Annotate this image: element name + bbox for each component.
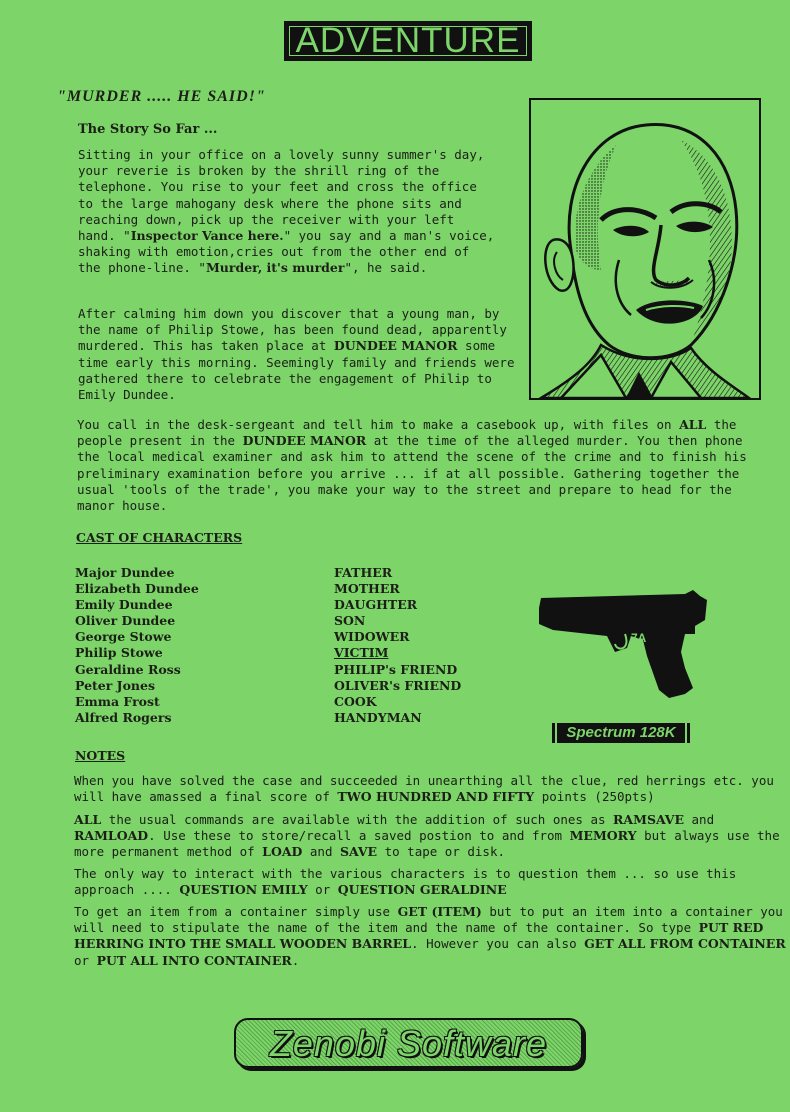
text-run: but to put an item into a container you will need to stipulate the name of the item and the name of the container. So type <box>74 904 783 936</box>
bold-text: SAVE <box>340 844 378 860</box>
bold-text: LOAD <box>262 844 303 860</box>
bold-text: MEMORY <box>569 828 637 844</box>
adventure-banner: ADVENTURE <box>284 21 532 61</box>
cast-role: VICTIM <box>334 645 389 661</box>
bold-text: DUNDEE MANOR <box>242 433 367 449</box>
text-run: Sitting in your office on a lovely sunny summer's day, your reverie is broken by the shrill ring of the telephone. You rise to your feet and cross the office to the large mahogany desk where the phone sits and reaching down, pick up the receiver with your left hand. " <box>78 147 485 244</box>
cast-heading: CAST OF CHARACTERS <box>76 530 243 545</box>
text-run: and <box>684 812 715 827</box>
cast-role: HANDYMAN <box>334 709 422 725</box>
text-run: You call in the desk-sergeant and tell him to make a casebook up, with files on <box>77 417 680 432</box>
bold-text: QUESTION EMILY <box>179 882 308 898</box>
story-heading: The Story So Far ... <box>78 122 218 137</box>
cast-name: Emma Frost <box>75 693 160 709</box>
bold-text: PUT ALL INTO CONTAINER <box>96 952 292 968</box>
text-run: ", he said. <box>344 260 428 276</box>
bold-text: ALL <box>679 417 707 432</box>
text-run: . <box>291 952 300 968</box>
spectrum-128k-badge: Spectrum 128K <box>552 723 690 743</box>
cast-role: SON <box>334 613 366 629</box>
cast-role: COOK <box>334 693 377 709</box>
zenobi-software-logo: Zenobi Software <box>234 1018 583 1068</box>
cast-role: FATHER <box>334 565 393 580</box>
text-run: . However you can also <box>411 936 585 952</box>
bold-text: ALL <box>74 812 102 827</box>
story-paragraph-3 <box>77 417 762 514</box>
note-4 <box>74 904 786 969</box>
text-run: To get an item from a container simply use <box>74 904 398 919</box>
game-title: "MURDER ..... HE SAID!" <box>57 88 266 105</box>
cast-name: Peter Jones <box>75 677 156 693</box>
cast-name: Major Dundee <box>75 565 175 580</box>
text-run: at the time of the alleged murder. You then phone the local medical examiner and ask him to attend the scene of the crime and to finish his preliminary examination before you arrive ... if at all possible. Gathering together the usual 'tools of the trade', you make your way to the street and prepare to head for the manor house. <box>77 433 747 514</box>
cast-name: Geraldine Ross <box>75 661 181 677</box>
note-2 <box>74 812 786 861</box>
bold-text: RAMSAVE <box>613 812 684 827</box>
cast-role: DAUGHTER <box>334 597 418 613</box>
text-run: and <box>302 844 341 860</box>
bald-man-portrait <box>529 98 761 400</box>
cast-role: PHILIP's FRIEND <box>334 661 458 677</box>
bold-text: GET (ITEM) <box>397 904 482 919</box>
text-run: or <box>307 882 338 898</box>
bold-text: Murder, it's murder <box>205 260 345 276</box>
cast-role: OLIVER's FRIEND <box>334 677 462 693</box>
text-run: . Use these to store/recall a saved postion to and from <box>148 828 570 844</box>
cast-roles-list <box>334 565 461 726</box>
cast-names-list <box>75 565 199 726</box>
bold-text: GET ALL FROM CONTAINER <box>584 936 786 952</box>
story-paragraph-1 <box>78 147 498 277</box>
notes-heading: NOTES <box>75 748 126 763</box>
cast-role: MOTHER <box>334 581 400 597</box>
cast-name: Oliver Dundee <box>75 613 176 629</box>
bold-text: PUT RED HERRING INTO THE SMALL WOODEN BARREL <box>74 920 764 952</box>
story-paragraph-2 <box>78 306 518 403</box>
text-run: to tape or disk. <box>377 844 505 860</box>
text-run: " you say and a man's voice, shaking with emotion,cries out from the other end of the phone-line. " <box>78 228 495 276</box>
note-1 <box>74 773 786 805</box>
text-run: After calming him down you discover that a young man, by the name of Philip Stowe, has been found dead, apparently murdered. This has taken place at <box>78 306 507 354</box>
bold-text: TWO HUNDRED AND FIFTY <box>337 789 535 805</box>
text-run: When you have solved the case and succeeded in unearthing all the clue, red herrings etc. you will have amassed a final score of <box>74 773 774 805</box>
svg-text:7A: 7A <box>631 631 647 645</box>
text-run: points (250pts) <box>534 789 655 805</box>
cast-name: Alfred Rogers <box>75 709 172 725</box>
text-run: but always use the more permanent method of <box>74 828 780 860</box>
text-run: the usual commands are available with the addition of such ones as <box>101 812 614 827</box>
text-run: The only way to interact with the various characters is to question them ... so use this approach .... <box>74 866 737 898</box>
cast-name: Elizabeth Dundee <box>75 581 199 597</box>
cast-name: Philip Stowe <box>75 645 163 661</box>
text-run: or <box>74 952 97 968</box>
cast-name: George Stowe <box>75 629 172 645</box>
bold-text: DUNDEE MANOR <box>333 338 458 354</box>
bold-text: RAMLOAD <box>74 828 149 844</box>
text-run: some time early this morning. Seemingly family and friends were gathered there to celebrate the engagement of Philip to Emily Dundee. <box>78 338 515 403</box>
note-3 <box>74 866 786 898</box>
pistol-icon <box>535 590 735 702</box>
text-run: the people present in the <box>77 417 737 449</box>
cast-name: Emily Dundee <box>75 597 173 613</box>
cast-role: WIDOWER <box>334 629 410 645</box>
bold-text: QUESTION GERALDINE <box>337 882 507 898</box>
portrait-illustration <box>531 100 759 398</box>
bold-text: Inspector Vance here. <box>130 228 284 244</box>
